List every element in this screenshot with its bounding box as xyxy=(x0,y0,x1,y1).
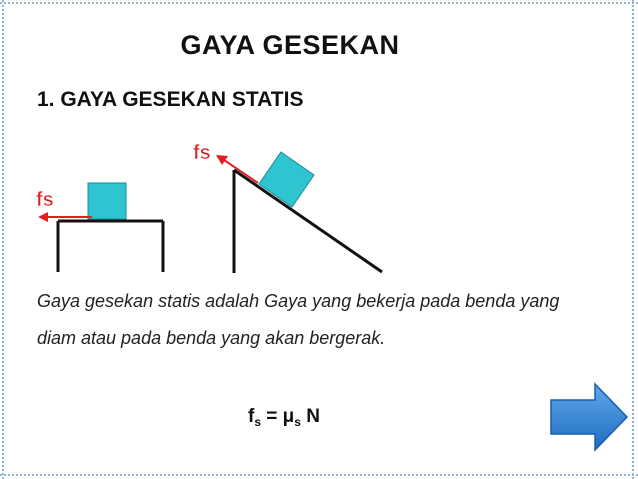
inclined-plane xyxy=(234,170,382,273)
formula-mu: μ xyxy=(282,406,295,427)
formula-f: f xyxy=(248,406,255,427)
friction-label-flat: fs xyxy=(36,189,54,211)
right-arrow-icon xyxy=(549,382,629,452)
section-heading: 1. GAYA GESEKAN STATIS xyxy=(37,88,304,111)
friction-arrow-incline xyxy=(216,155,258,183)
formula-f-subscript: s xyxy=(254,415,262,429)
friction-label-incline: fs xyxy=(193,142,211,164)
flat-table xyxy=(58,221,163,272)
slide-title: GAYA GESEKAN xyxy=(180,30,400,60)
formula-normal: N xyxy=(300,406,320,427)
next-slide-button[interactable] xyxy=(549,382,629,452)
friction-formula xyxy=(248,406,320,429)
formula-equals: = xyxy=(261,406,283,427)
block-on-table xyxy=(88,183,126,219)
block-on-incline xyxy=(259,152,314,207)
definition-text: Gaya gesekan statis adalah Gaya yang bekerja pada benda yang diam atau pada benda yang akan bergerak. xyxy=(37,291,560,348)
formula-mu-subscript: s xyxy=(294,415,301,429)
